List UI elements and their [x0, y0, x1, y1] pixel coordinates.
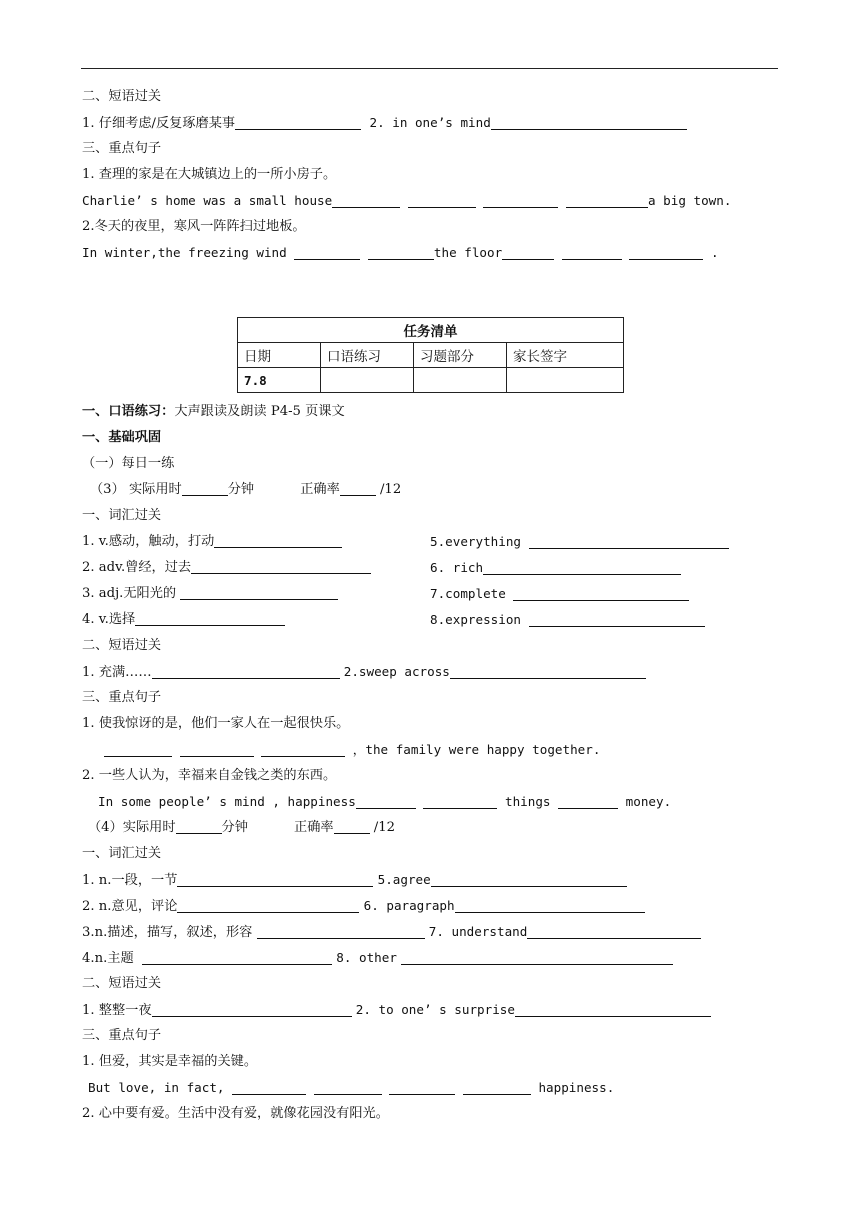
- phrase-item-1: 1. 仔细考虑/反复琢磨某事 2. in one’s mind: [82, 112, 687, 134]
- basic-heading: 一、基础巩固: [82, 430, 162, 445]
- vocab-heading-4: 一、词汇过关: [82, 846, 162, 861]
- phrase-heading: 二、短语过关: [82, 89, 162, 104]
- vocab3-item-6: 6. rich: [430, 557, 681, 579]
- s3-1-cn: 1. 使我惊讶的是，他们一家人在一起很快乐。: [82, 716, 350, 731]
- sentence-heading-3: 三、重点句子: [82, 690, 162, 705]
- s4-1-en: But love, in fact, happiness.: [88, 1080, 615, 1095]
- sentence-heading: 三、重点句子: [82, 141, 162, 156]
- phrase-heading-4: 二、短语过关: [82, 976, 162, 991]
- vocab3-item-8: 8.expression: [430, 609, 705, 631]
- vocab4-row-1: 1. n.一段，一节 5.agree: [82, 869, 627, 891]
- task-cell-oral[interactable]: [321, 368, 414, 393]
- vocab3-item-7: 7.complete: [430, 583, 689, 605]
- sentence-cn-1: 1. 查理的家是在大城镇边上的一所小房子。: [82, 167, 337, 182]
- vocab3-item-3: 3. adj.无阳光的: [82, 583, 338, 605]
- task-header-oral: 口语练习: [321, 343, 414, 368]
- s4-2-cn: 2. 心中要有爱。生活中没有爱，就像花园没有阳光。: [82, 1106, 389, 1121]
- day3-time-row: （3） 实际用时 分钟 正确率 /12: [90, 482, 402, 497]
- task-cell-exercise[interactable]: [414, 368, 507, 393]
- vocab3-item-4: 4. v.选择: [82, 609, 285, 631]
- vocab4-row-2: 2. n.意见，评论 6. paragraph: [82, 895, 645, 917]
- sentence-cn-2: 2.冬天的夜里，寒风一阵阵扫过地板。: [82, 219, 306, 234]
- vocab4-row-3: 3.n.描述，描写，叙述，形容 7. understand: [82, 921, 701, 943]
- phrase3-row: 1. 充满…… 2.sweep across: [82, 661, 646, 683]
- sentence-en-2: In winter,the freezing wind the floor .: [82, 245, 719, 260]
- sentence-en-1: Charlie’ s home was a small house a big town.: [82, 193, 732, 208]
- vocab3-item-1: 1. v.感动，触动，打动: [82, 531, 342, 553]
- task-header-exercise: 习题部分: [414, 343, 507, 368]
- day4-time-row: （4）实际用时 分钟 正确率 /12: [88, 820, 396, 835]
- sentence-heading-4: 三、重点句子: [82, 1028, 162, 1043]
- task-cell-date: 7.8: [238, 368, 321, 393]
- s4-1-cn: 1. 但爱，其实是幸福的关键。: [82, 1054, 258, 1069]
- vocab-heading-3: 一、词汇过关: [82, 508, 162, 523]
- vocab3-item-2: 2. adv.曾经，过去: [82, 557, 371, 579]
- vocab3-item-5: 5.everything: [430, 531, 729, 553]
- task-list-table: [237, 317, 624, 393]
- phrase-heading-3: 二、短语过关: [82, 638, 162, 653]
- s3-2-en: In some people’ s mind , happiness things money.: [98, 794, 672, 809]
- task-header-date: 日期: [238, 343, 321, 368]
- task-header-signature: 家长签字: [507, 343, 624, 368]
- header-rule: [81, 68, 778, 69]
- phrase4-row: 1. 整整一夜 2. to one’ s surprise: [82, 999, 711, 1021]
- task-cell-signature[interactable]: [507, 368, 624, 393]
- task-table-title: 任务清单: [238, 318, 624, 343]
- s3-2-cn: 2. 一些人认为，幸福来自金钱之类的东西。: [82, 768, 337, 783]
- oral-practice: 一、口语练习：大声跟读及朗读 P4-5 页课文: [82, 404, 345, 419]
- s3-1-en: ，the family were happy together.: [104, 739, 600, 761]
- vocab4-row-4: 4.n.主题 8. other: [82, 947, 673, 969]
- daily-heading: （一）每日一练: [82, 456, 175, 471]
